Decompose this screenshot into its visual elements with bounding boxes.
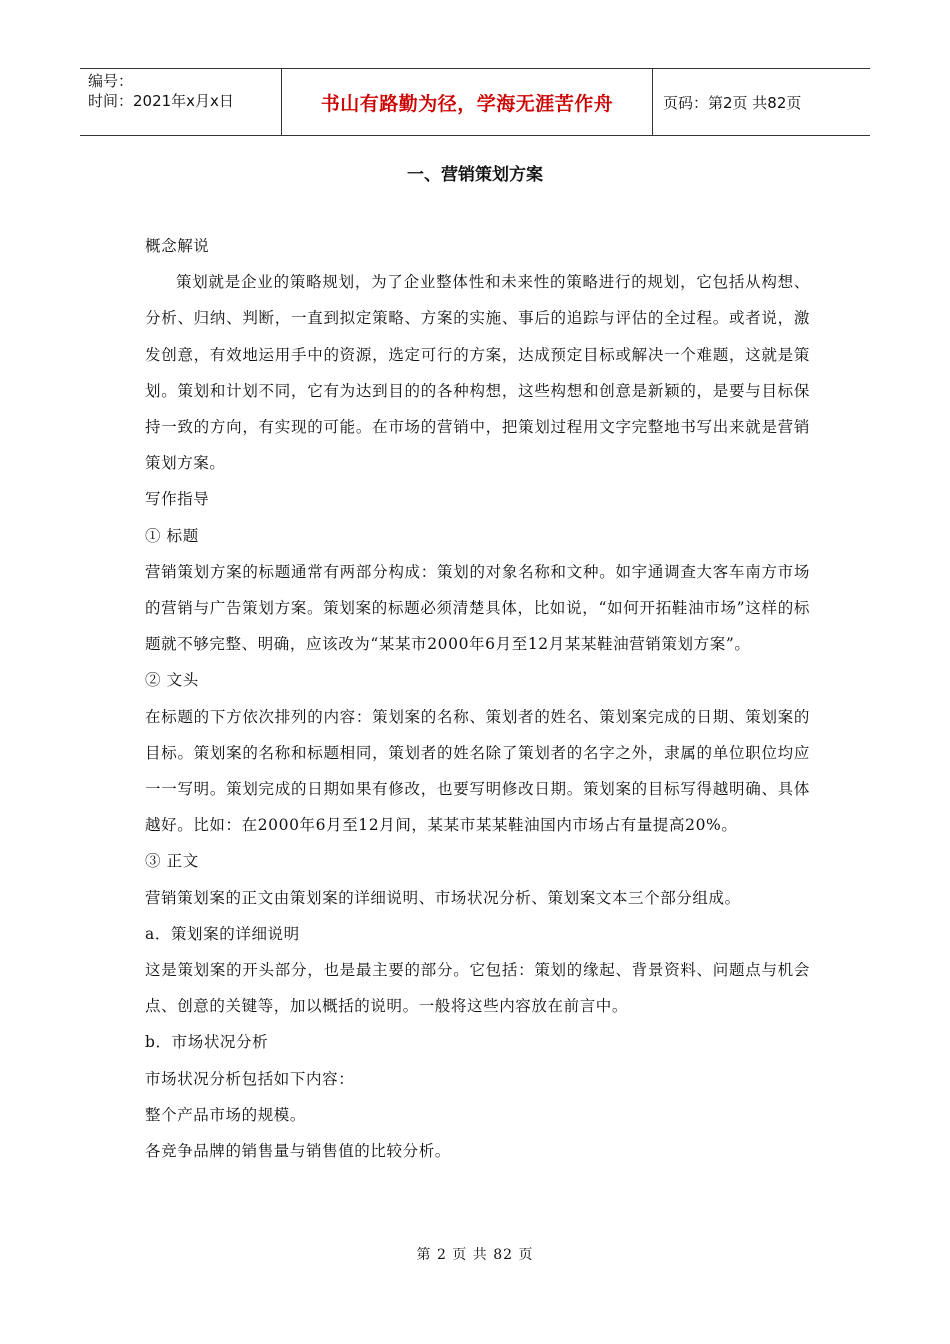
page-info: 页码：第2页 共82页	[663, 93, 802, 112]
header-left-cell	[80, 69, 282, 135]
document-title: 一、营销策划方案	[407, 165, 543, 185]
paragraph: 写作指导	[145, 490, 210, 509]
paragraph: ② 文头	[145, 671, 199, 690]
page-footer: 第 2 页 共 82 页	[416, 1247, 534, 1263]
paragraph: 这是策划案的开头部分，也是最主要的部分。它包括：策划的缘起、背景资料、问题点与机会点、创意的关键等，加以概括的说明。一般将这些内容放在前言中。	[145, 961, 810, 1016]
paragraph: 在标题的下方依次排列的内容：策划案的名称、策划者的姓名、策划案完成的日期、策划案的目标。策划案的名称和标题相同，策划者的姓名除了策划者的名字之外，隶属的单位职位均应一一写明。策划完成的日期如果有修改，也要写明修改日期。策划案的目标写得越明确、具体越好。比如：在2000年6月至12月间，某某市某某鞋油国内市场占有量提高20%。	[145, 707, 810, 835]
paragraph: b．市场状况分析	[145, 1033, 269, 1052]
paragraph: 营销策划方案的标题通常有两部分构成：策划的对象名称和文种。如宇通调查大客车南方市场的营销与广告策划方案。策划案的标题必须清楚具体，比如说，“如何开拓鞋油市场”这样的标题就不够完整、明确，应该改为“某某市2000年6月至12月某某鞋油营销策划方案”。	[145, 562, 810, 654]
paragraph: a．策划案的详细说明	[145, 924, 300, 943]
paragraph: ① 标题	[145, 526, 199, 545]
paragraph: 整个产品市场的规模。	[145, 1105, 307, 1124]
paragraph: 市场状况分析包括如下内容：	[145, 1069, 355, 1088]
header-table	[80, 68, 870, 136]
paragraph: 概念解说	[145, 237, 210, 255]
paragraph: 各竞争品牌的销售量与销售值的比较分析。	[145, 1142, 451, 1161]
paragraph: 策划就是企业的策略规划，为了企业整体性和未来性的策略进行的规划，它包括从构想、分析、归纳、判断，一直到拟定策略、方案的实施、事后的追踪与评估的全过程。或者说，激发创意，有效地运用手中的资源，选定可行的方案，达成预定目标或解决一个难题，这就是策划。策划和计划不同，它有为达到目的的各种构想，这些构想和创意是新颖的，是要与目标保持一致的方向，有实现的可能。在市场的营销中，把策划过程用文字完整地书写出来就是营销策划方案。	[145, 273, 810, 473]
paragraph: ③ 正文	[145, 852, 199, 871]
motto: 书山有路勤为径，学海无涯苦作舟	[282, 69, 653, 135]
time-label: 时间：2021年x月x日	[88, 92, 234, 110]
number-label: 编号：	[88, 72, 134, 90]
paragraph: 营销策划案的正文由策划案的详细说明、市场状况分析、策划案文本三个部分组成。	[145, 888, 741, 907]
document-body	[145, 228, 810, 1169]
